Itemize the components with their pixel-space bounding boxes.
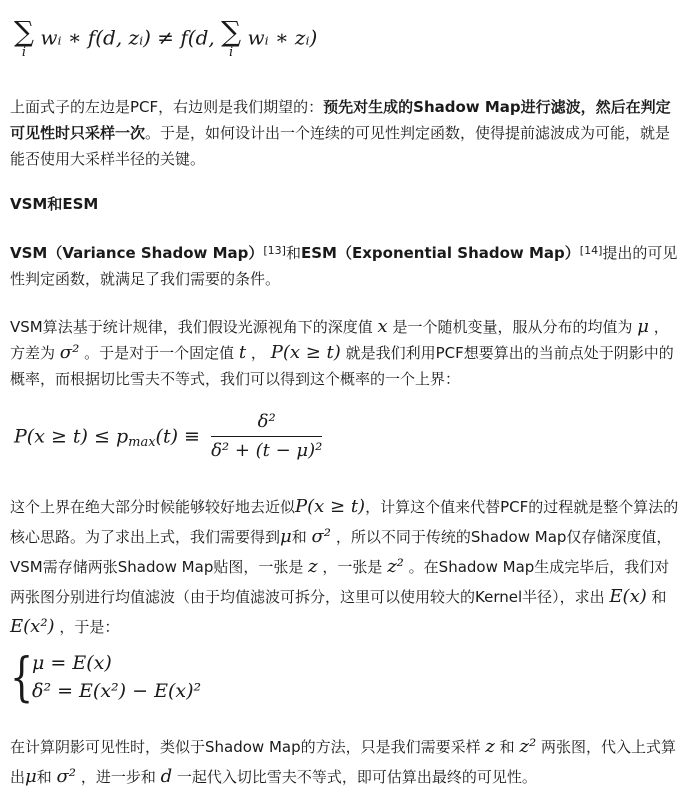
paragraph-intro: 上面式子的左边是PCF，右边则是我们期望的：预先对生成的Shadow Map进行滤波，然后在判定可见性时只采样一次。于是，如何设计出一个连续的可见性判定函数，使得提前滤波成为可能，就是能否使用大采样半径的关键。 bbox=[10, 98, 671, 168]
formula-pcf-inequality bbox=[14, 15, 318, 60]
paragraph-vsm-theory: VSM算法基于统计规律，我们假设光源视角下的深度值 x 是一个随机变量，服从分布的均值为 μ ，方差为 σ² 。于是对于一个固定值 t ， P(x ≥ t) 就是我们利用PCF想要算出的当前点处于阴影中的概率，而根据切比雪夫不等式，我们可以得到这个概率的一个上界： bbox=[10, 316, 674, 388]
sum-symbol-right: ∑ i bbox=[221, 15, 242, 60]
paragraph-vsm-sampling: 在计算阴影可见性时，类似于Shadow Map的方法，只是我们需要采样 z 和 z² 两张图，代入上式算出μ和 σ² ，进一步和 d 一起代入切比雪夫不等式，即可估算出最终的可见性。 bbox=[10, 736, 676, 787]
formula-rhs-body: wᵢ ∗ zᵢ) bbox=[247, 25, 318, 50]
sum-symbol-left: ∑ i bbox=[14, 15, 34, 60]
bold-emphasis: 预先对生成的Shadow Map进行滤波，然后在判定可见性时只采样一次 bbox=[10, 98, 671, 142]
reference-link-14[interactable]: [14] bbox=[579, 244, 603, 257]
left-brace: { bbox=[10, 648, 34, 708]
formula-chebyshev: $P(x \ge t) \le p_{max}(t)$ ≡ $\frac{\text{δ²}}{\text{δ² + (t − μ)²}}$ bbox=[14, 411, 323, 461]
section-heading: VSM和ESM bbox=[10, 195, 99, 213]
formula-lhs-body: wᵢ ∗ f(d, zᵢ) ≠ f(d, bbox=[40, 25, 222, 50]
paragraph-vsm-esm: VSM（Variance Shadow Map）[13]和ESM（Exponential Shadow Map）[14]提出的可见性判定函数，就满足了我们需要的条件。 bbox=[10, 244, 678, 288]
reference-link-13[interactable]: [13] bbox=[263, 244, 286, 257]
paragraph-vsm-method: 这个上界在绝大部分时候能够较好地去近似P(x ≥ t)，计算这个值来代替PCF的过程就是整个算法的核心思路。为了求出上式，我们需要得到μ和 σ² ，所以不同于传统的Shadow Map仅存储深度值，VSM需存储两张Shadow Map贴图，一张是 z ，一张是 z² 。在Shadow Map生成完毕后，我们对两张图分别进行均值滤波（由于均值滤波可拆分，这里可以使用较大的Kernel半径），求出 E(x) 和 E(x²) ，于是： bbox=[10, 496, 679, 637]
fraction: $\frac{\text{δ²}}{\text{δ² + (t − μ)²}}$ bbox=[211, 411, 323, 461]
formula-moments: { μ = E(x) δ² = E(x²) − E(x)² bbox=[10, 648, 202, 708]
